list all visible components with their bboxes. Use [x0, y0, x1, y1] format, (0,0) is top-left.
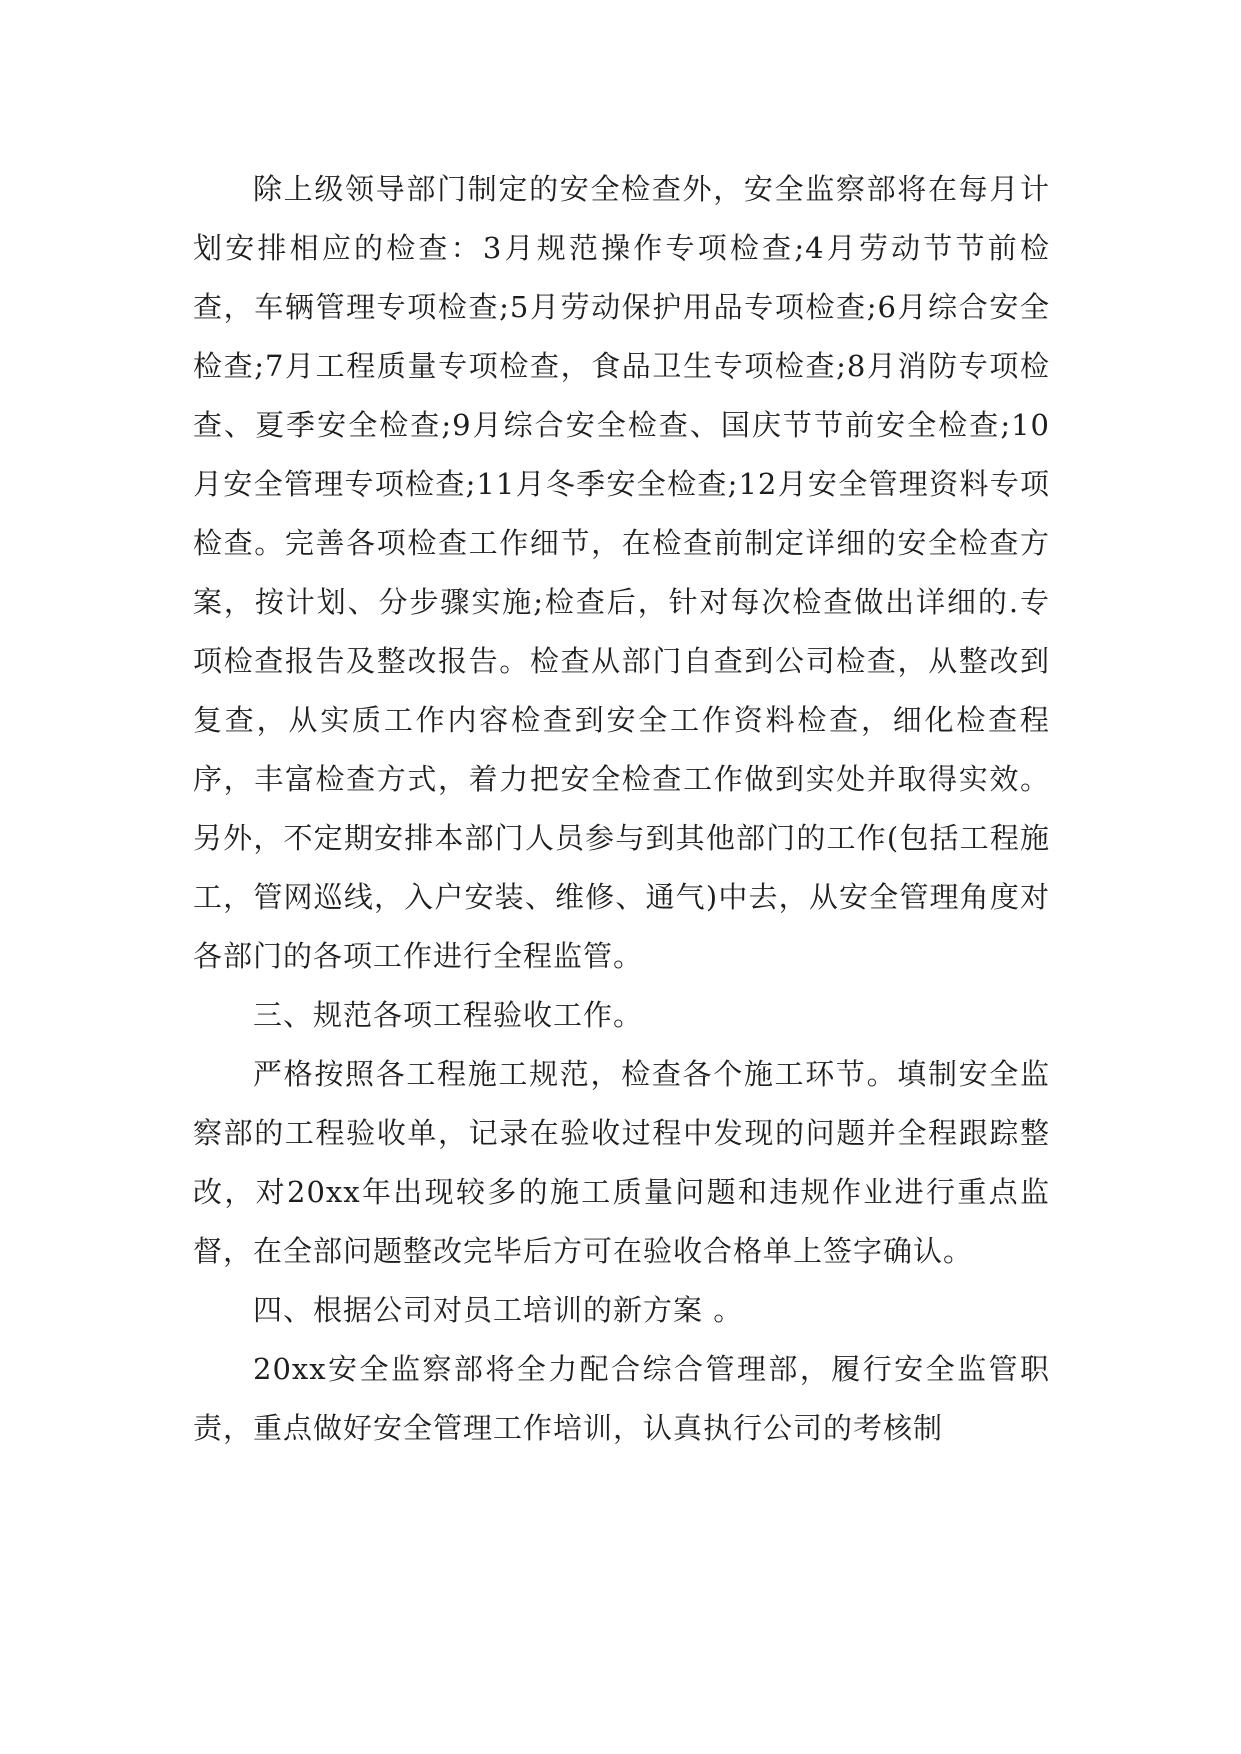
paragraph-training: 20xx安全监察部将全力配合综合管理部，履行安全监管职责，重点做好安全管理工作培训，认真执行公司的考核制 [193, 1352, 1050, 1445]
paragraph-acceptance: 严格按照各工程施工规范，检查各个施工环节。填制安全监察部的工程验收单，记录在验收过程中发现的问题并全程跟踪整改，对20xx年出现较多的施工质量问题和违规作业进行重点监督，在全部问题整改完毕后方可在验收合格单上签字确认。 [193, 1057, 1050, 1268]
section-heading-acceptance: 三、规范各项工程验收工作。 [253, 998, 644, 1032]
section-heading-training: 四、根据公司对员工培训的新方案 。 [253, 1293, 744, 1327]
paragraph-inspection-plan: 除上级领导部门制定的安全检查外，安全监察部将在每月计划安排相应的检查：3月规范操作专项检查;4月劳动节节前检查，车辆管理专项检查;5月劳动保护用品专项检查;6月综合安全检查;7月工程质量专项检查，食品卫生专项检查;8月消防专项检查、夏季安全检查;9月综合安全检查、国庆节节前安全检查;10月安全管理专项检查;11月冬季安全检查;12月安全管理资料专项检查。完善各项检查工作细节，在检查前制定详细的安全检查方案，按计划、分步骤实施;检查后，针对每次检查做出详细的.专项检查报告及整改报告。检查从部门自查到公司检查，从整改到复查，从实质工作内容检查到安全工作资料检查，细化检查程序，丰富检查方式，着力把安全检查工作做到实处并取得实效。另外，不定期安排本部门人员参与到其他部门的工作(包括工程施工，管网巡线，入户安装、维修、通气)中去，从安全管理角度对各部门的各项工作进行全程监管。 [193, 172, 1050, 973]
document-body [193, 160, 1050, 1458]
